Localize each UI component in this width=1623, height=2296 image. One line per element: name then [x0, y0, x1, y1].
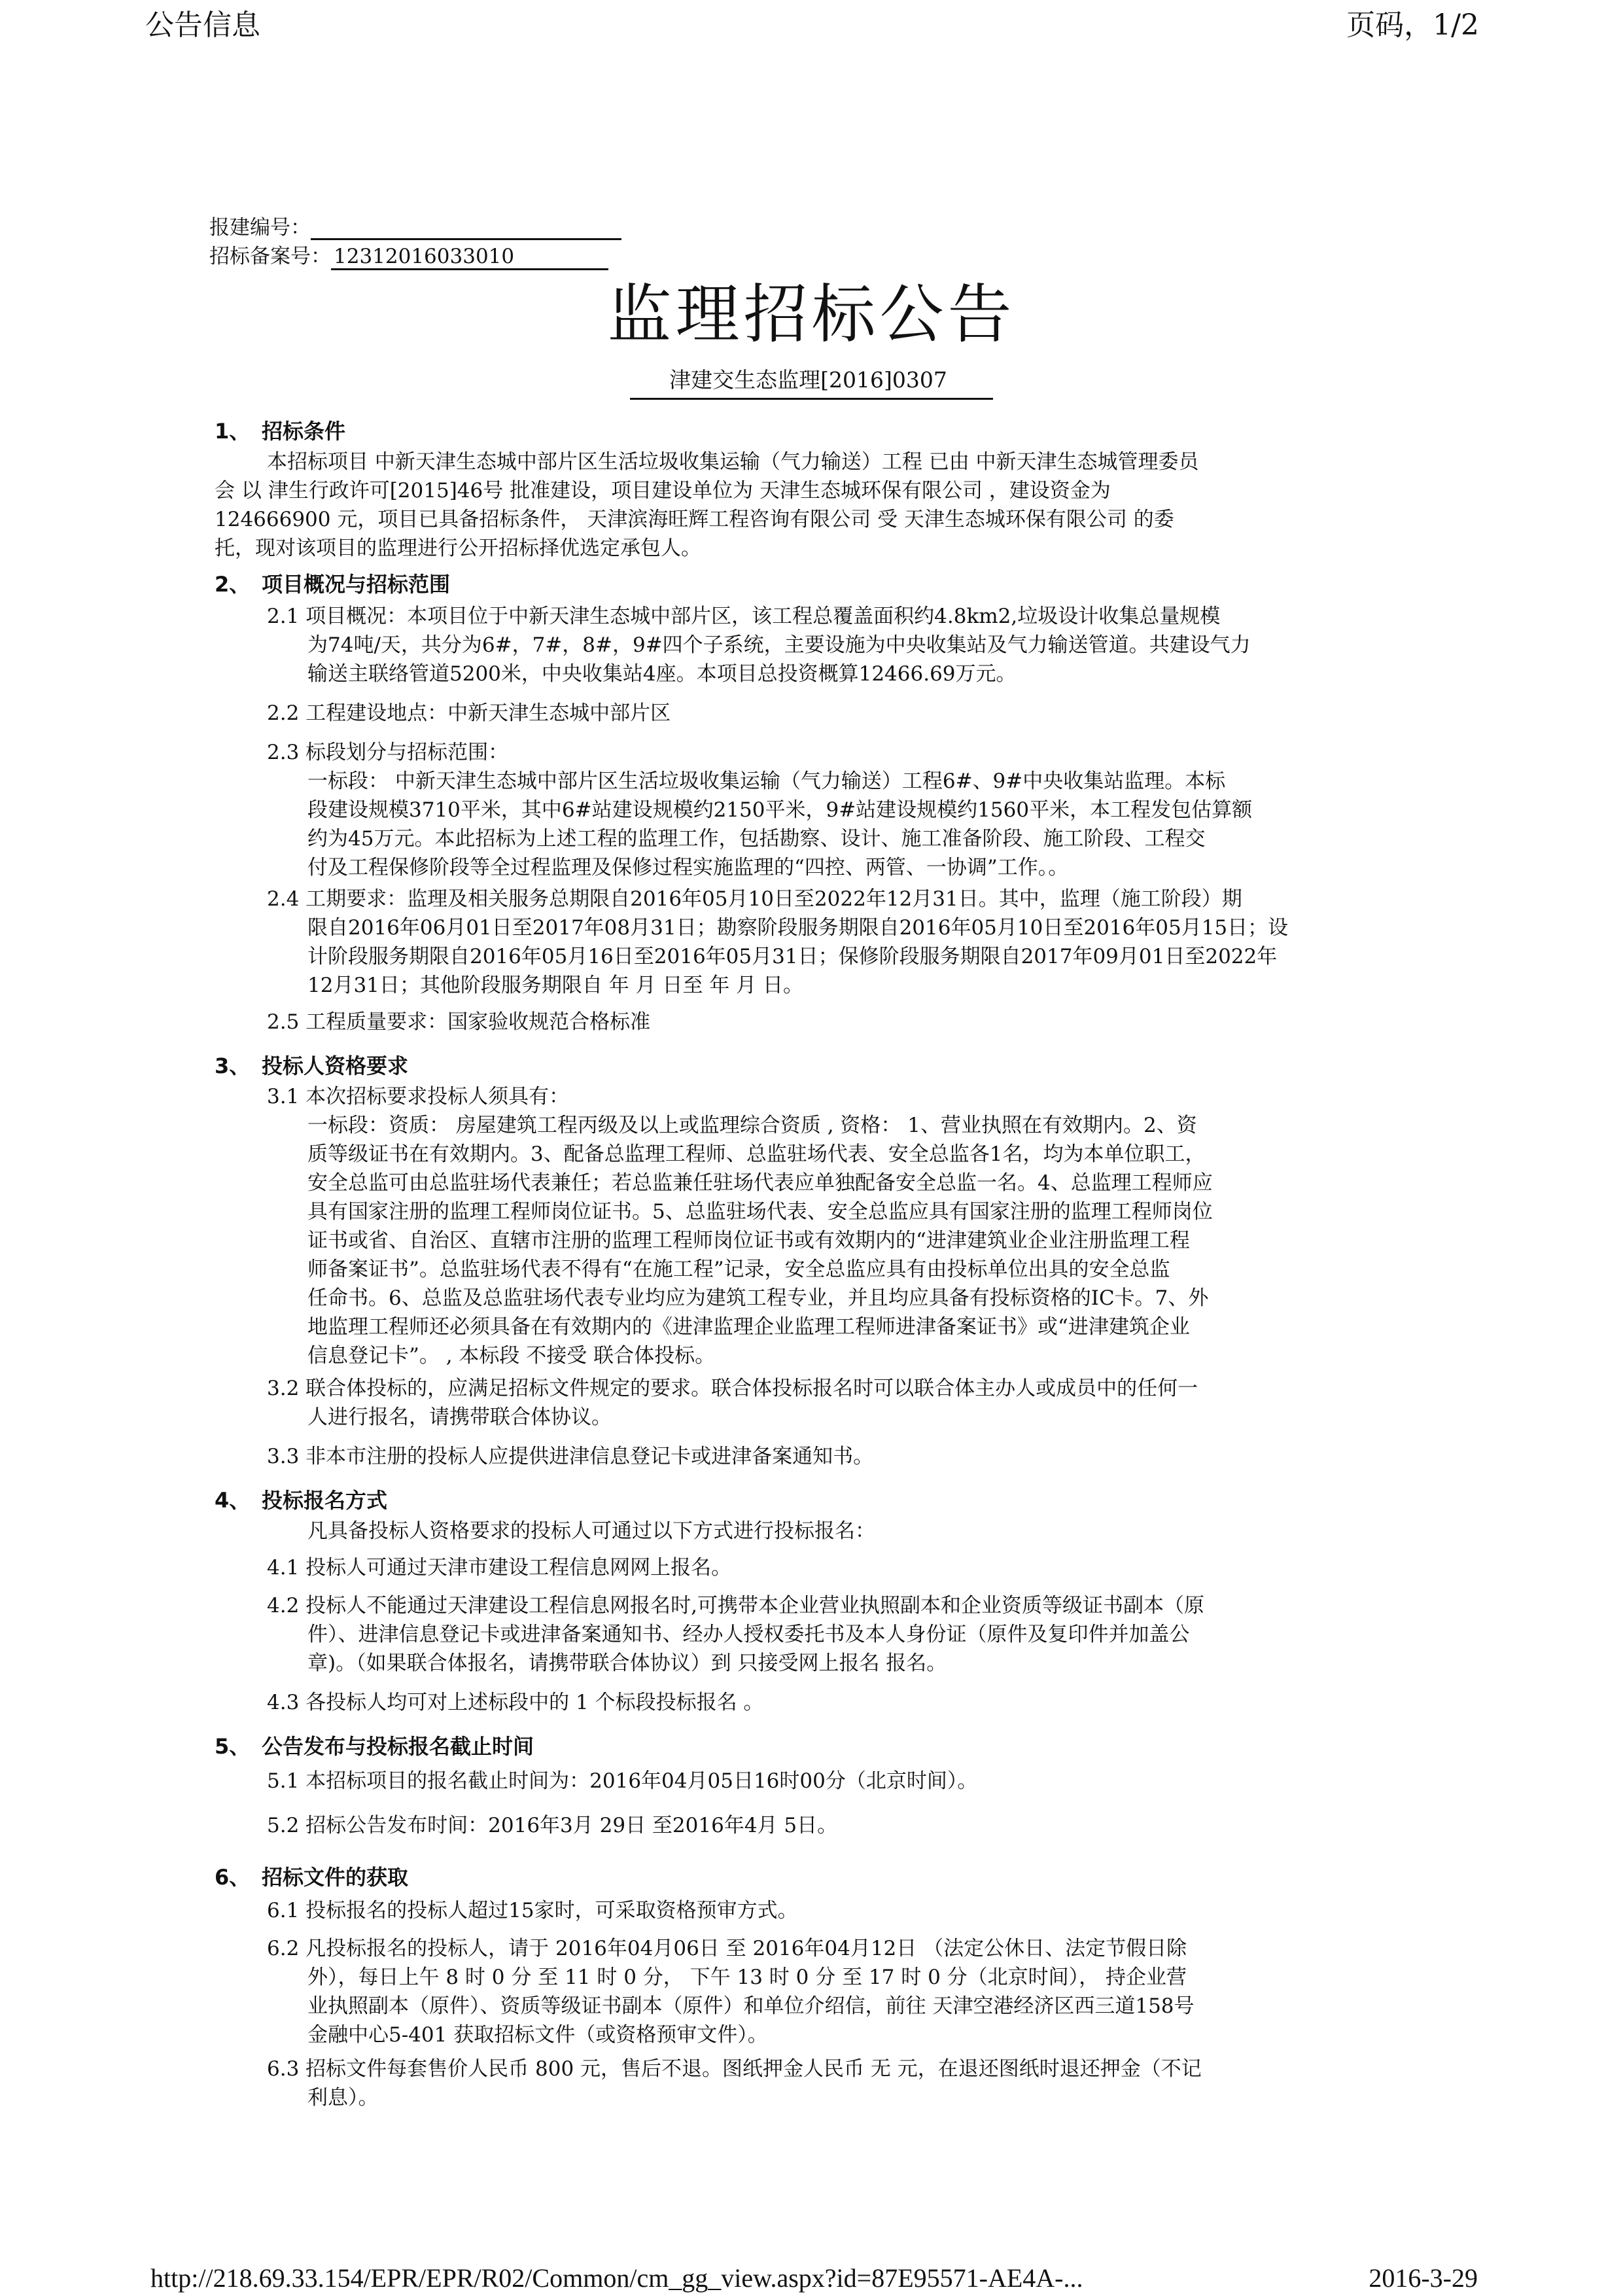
item-2-3-line-3: 段建设规模3710平米，其中6#站建设规模约2150平米，9#站建设规模约1560平米，本工程发包估算额 — [307, 798, 1253, 822]
item-2-4-line-3: 计阶段服务期限自2016年05月16日至2016年05月31日；保修阶段服务期限自2017年09月01日至2022年 — [307, 945, 1278, 968]
section-3-heading: 3、 投标人资格要求 — [215, 1053, 409, 1078]
item-3-2-line-1: 3.2 联合体投标的，应满足招标文件规定的要求。联合体投标报名时可以联合体主办人或成员中的任何一 — [267, 1377, 1198, 1400]
item-3-3: 3.3 非本市注册的投标人应提供进津信息登记卡或进津备案通知书。 — [267, 1445, 874, 1468]
item-2-1-line-3: 输送主联络管道5200米，中央收集站4座。本项目总投资概算12466.69万元。 — [307, 662, 1017, 686]
item-2-4-line-4: 12月31日；其他阶段服务期限自 年 月 日至 年 月 日。 — [307, 974, 804, 997]
section-1-line-4: 托，现对该项目的监理进行公开招标择优选定承包人。 — [215, 537, 701, 560]
item-3-1-line-6: 证书或省、自治区、直辖市注册的监理工程师岗位证书或有效期内的“进津建筑业企业注册监理工程 — [307, 1229, 1190, 1252]
item-2-2: 2.2 工程建设地点：中新天津生态城中部片区 — [267, 701, 671, 725]
item-6-3-line-1: 6.3 招标文件每套售价人民币 800 元，售后不退。图纸押金人民币 无 元，在退还图纸时退还押金（不记 — [267, 2057, 1202, 2081]
page-title: 监理招标公告 — [607, 277, 1016, 352]
item-2-3-line-4: 约为45万元。本此招标为上述工程的监理工作，包括勘察、设计、施工准备阶段、施工阶段、工程交 — [307, 827, 1206, 851]
item-2-1-line-2: 为74吨/天，共分为6#，7#，8#，9#四个子系统，主要设施为中央收集站及气力输送管道。共建设气力 — [307, 633, 1251, 657]
item-6-2-line-2: 外），每日上午 8 时 0 分 至 11 时 0 分， 下午 13 时 0 分 至 17 时 0 分（北京时间）， 持企业营 — [307, 1966, 1187, 1989]
item-4-1: 4.1 投标人可通过天津市建设工程信息网网上报名。 — [267, 1556, 732, 1580]
header-left: 公告信息 — [145, 9, 260, 42]
registration-label: 报建编号： — [209, 216, 311, 239]
item-3-1-line-1: 3.1 本次招标要求投标人须具有： — [267, 1085, 570, 1108]
document-number: 津建交生态监理[2016]0307 — [0, 363, 1623, 400]
item-4-3: 4.3 各投标人均可对上述标段中的 1 个标段投标报名 。 — [267, 1691, 764, 1714]
item-3-1-line-10: 信息登记卡”。 , 本标段 不接受 联合体投标。 — [307, 1344, 716, 1368]
item-3-2-line-2: 人进行报名，请携带联合体协议。 — [307, 1405, 612, 1429]
item-4-2-line-3: 章)。（如果联合体报名，请携带联合体协议）到 只接受网上报名 报名。 — [307, 1651, 947, 1675]
item-3-1-line-9: 地监理工程师还必须具备在有效期内的《进津监理企业监理工程师进津备案证书》或“进津建筑企业 — [307, 1315, 1190, 1339]
registration-number — [209, 211, 621, 240]
section-1-line-1: 本招标项目 中新天津生态城中部片区生活垃圾收集运输（气力输送）工程 已由 中新天津生态城管理委员 — [267, 450, 1199, 474]
registration-value — [311, 219, 621, 240]
item-6-1: 6.1 投标报名的投标人超过15家时，可采取资格预审方式。 — [267, 1899, 798, 1922]
item-2-1-line-1: 2.1 项目概况：本项目位于中新天津生态城中部片区，该工程总覆盖面积约4.8km2,垃圾设计收集总量规模 — [267, 605, 1221, 628]
item-3-1-line-5: 具有国家注册的监理工程师岗位证书。5、总监驻场代表、安全总监应具有国家注册的监理工程师岗位 — [307, 1200, 1213, 1224]
item-3-1-line-7: 师备案证书”。总监驻场代表不得有“在施工程”记录，安全总监应具有由投标单位出具的安全总监 — [307, 1258, 1170, 1281]
footer-url: http://218.69.33.154/EPR/EPR/R02/Common/cm_gg_view.aspx?id=87E95571-AE4A-... — [150, 2263, 1083, 2293]
item-6-2-line-1: 6.2 凡投标报名的投标人，请于 2016年04月06日 至 2016年04月12日 （法定公休日、法定节假日除 — [267, 1937, 1187, 1960]
item-2-5: 2.5 工程质量要求：国家验收规范合格标准 — [267, 1010, 651, 1034]
section-4-heading: 4、 投标报名方式 — [215, 1488, 388, 1513]
section-6-heading: 6、 招标文件的获取 — [215, 1865, 409, 1890]
record-value: 12312016033010 — [331, 245, 608, 270]
section-1-line-2: 会 以 津生行政许可[2015]46号 批准建设，项目建设单位为 天津生态城环保有限公司 ，建设资金为 — [215, 479, 1111, 503]
item-4-2-line-1: 4.2 投标人不能通过天津建设工程信息网报名时,可携带本企业营业执照副本和企业资质等级证书副本（原 — [267, 1594, 1205, 1617]
section-1-heading: 1、 招标条件 — [215, 419, 346, 444]
item-3-1-line-4: 安全总监可由总监驻场代表兼任；若总监兼任驻场代表应单独配备安全总监一名。4、总监理工程师应 — [307, 1171, 1213, 1195]
item-6-2-line-3: 业执照副本（原件）、资质等级证书副本（原件）和单位介绍信，前往 天津空港经济区西三道158号 — [307, 1994, 1195, 2018]
item-3-1-line-2: 一标段：资质： 房屋建筑工程丙级及以上或监理综合资质 , 资格： 1、营业执照在有效期内。2、资 — [307, 1114, 1197, 1137]
item-3-1-line-3: 质等级证书在有效期内。3、配备总监理工程师、总监驻场代表、安全总监各1名，均为本单位职工， — [307, 1142, 1206, 1166]
item-2-3-line-1: 2.3 标段划分与招标范围： — [267, 741, 509, 764]
section-1-line-3: 124666900 元，项目已具备招标条件， 天津滨海旺辉工程咨询有限公司 受 天津生态城环保有限公司 的委 — [215, 508, 1174, 531]
section-2-heading: 2、 项目概况与招标范围 — [215, 572, 451, 597]
item-2-3-line-2: 一标段： 中新天津生态城中部片区生活垃圾收集运输（气力输送）工程6#、9#中央收集站监理。本标 — [307, 769, 1226, 793]
record-label: 招标备案号： — [209, 245, 331, 268]
item-2-4-line-1: 2.4 工期要求：监理及相关服务总期限自2016年05月10日至2022年12月31日。其中，监理（施工阶段）期 — [267, 887, 1242, 911]
item-4-2-line-2: 件）、进津信息登记卡或进津备案通知书、经办人授权委托书及本人身份证（原件及复印件并加盖公 — [307, 1623, 1190, 1646]
item-5-2: 5.2 招标公告发布时间：2016年3月 29日 至2016年4月 5日。 — [267, 1814, 838, 1837]
footer-date: 2016-3-29 — [1369, 2263, 1478, 2293]
section-5-heading: 5、 公告发布与投标报名截止时间 — [215, 1734, 534, 1759]
item-5-1: 5.1 本招标项目的报名截止时间为：2016年04月05日16时00分（北京时间）。 — [267, 1769, 978, 1793]
section-4-intro: 凡具备投标人资格要求的投标人可通过以下方式进行投标报名： — [307, 1519, 875, 1543]
page-number: 页码，1/2 — [1346, 9, 1479, 42]
item-2-3-line-5: 付及工程保修阶段等全过程监理及保修过程实施监理的“四控、两管、一协调”工作。。 — [307, 856, 1069, 879]
item-6-2-line-4: 金融中心5-401 获取招标文件（或资格预审文件）。 — [307, 2023, 768, 2047]
item-3-1-line-8: 任命书。6、总监及总监驻场代表专业均应为建筑工程专业，并且均应具备有投标资格的IC卡。7、外 — [307, 1286, 1209, 1310]
item-2-4-line-2: 限自2016年06月01日至2017年08月31日；勘察阶段服务期限自2016年05月10日至2016年05月15日；设 — [307, 916, 1289, 940]
item-6-3-line-2: 利息）。 — [307, 2086, 379, 2110]
